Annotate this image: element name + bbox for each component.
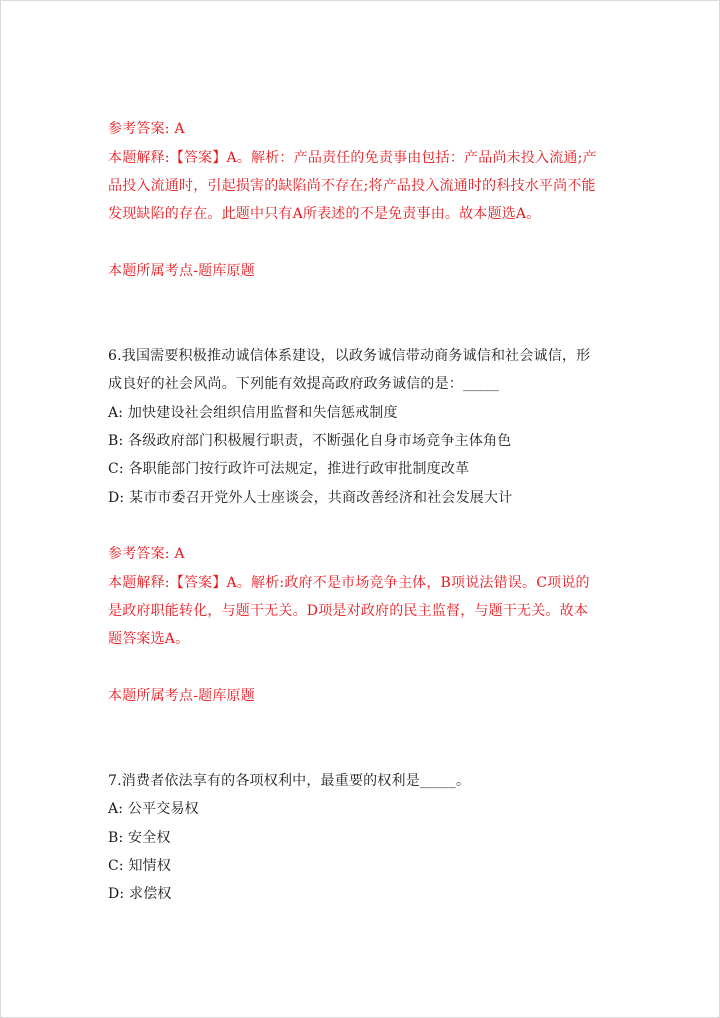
q5-source: 本题所属考点-题库原题 xyxy=(108,263,255,279)
q7-option-d: D: 求偿权 xyxy=(108,886,172,902)
q6-explanation-line-2: 是政府职能转化，与题干无关。D项是对政府的民主监督，与题干无关。故本 xyxy=(108,603,589,619)
q5-explanation-line-3: 发现缺陷的存在。此题中只有A所表述的不是免责事由。故本题选A。 xyxy=(108,206,541,222)
q6-stem-line-1: 6.我国需要积极推动诚信体系建设，以政务诚信带动商务诚信和社会诚信，形 xyxy=(108,348,591,364)
q7-option-a: A: 公平交易权 xyxy=(108,801,199,817)
q5-explanation-line-1: 本题解释:【答案】A。解析：产品责任的免责事由包括：产品尚未投入流通;产 xyxy=(108,150,597,166)
q6-stem-line-2: 成良好的社会风尚。下列能有效提高政府政务诚信的是：_____ xyxy=(108,376,499,392)
q6-explanation-line-1: 本题解释:【答案】A。解析:政府不是市场竞争主体，B项说法错误。C项说的 xyxy=(108,575,590,591)
q5-explanation-line-2: 品投入流通时，引起损害的缺陷尚不存在;将产品投入流通时的科技水平尚不能 xyxy=(108,178,596,194)
q6-option-a: A: 加快建设社会组织信用监督和失信惩戒制度 xyxy=(108,405,398,421)
q5-answer: 参考答案: A xyxy=(108,121,185,137)
q7-option-b: B: 安全权 xyxy=(108,830,171,846)
q7-option-c: C: 知情权 xyxy=(108,858,172,874)
q6-source: 本题所属考点-题库原题 xyxy=(108,688,255,704)
q6-option-d: D: 某市市委召开党外人士座谈会，共商改善经济和社会发展大计 xyxy=(108,490,513,506)
q6-option-c: C: 各职能部门按行政许可法规定，推进行政审批制度改革 xyxy=(108,461,470,477)
q6-option-b: B: 各级政府部门积极履行职责，不断强化自身市场竞争主体角色 xyxy=(108,433,512,449)
q6-explanation-line-3: 题答案选A。 xyxy=(108,631,190,647)
q7-stem-line-1: 7.消费者依法享有的各项权利中，最重要的权利是_____。 xyxy=(108,773,471,789)
q6-answer: 参考答案: A xyxy=(108,546,185,562)
